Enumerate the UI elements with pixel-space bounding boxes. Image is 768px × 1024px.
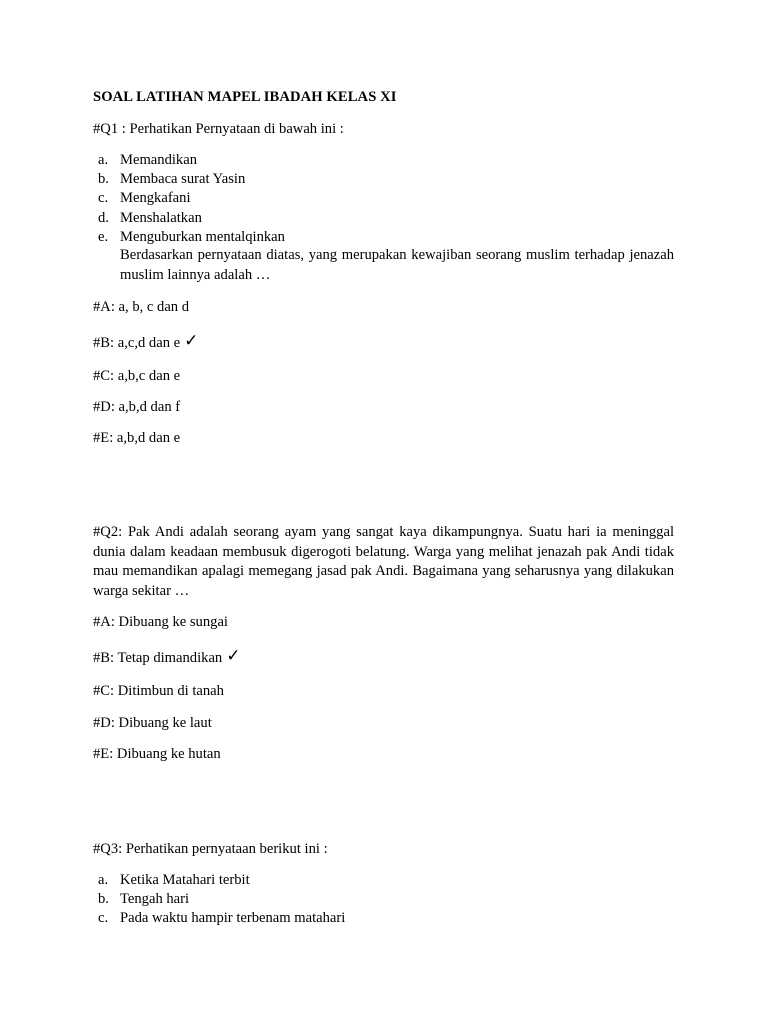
check-mark-icon: ✓ bbox=[184, 331, 199, 351]
list-item bbox=[93, 228, 285, 247]
list-item bbox=[93, 209, 285, 228]
list-item bbox=[93, 170, 285, 189]
list-marker: b. bbox=[98, 891, 109, 908]
list-marker: a. bbox=[98, 872, 109, 888]
q2-option-b bbox=[93, 648, 240, 668]
statement-text: Pada waktu hampir terbenam matahari bbox=[120, 910, 346, 927]
q2-prompt: #Q2: Pak Andi adalah seorang ayam yang sangat kaya dikampungnya. Suatu hari ia meninggal dunia dalam keadaan membusuk digerogoti belatung. Warga yang melihat jenazah pak Andi tidak mau memandikan apalagi memegang jasad pak Andi. Bagaimana yang seharusnya yang dilakukan warga sekitar … bbox=[93, 524, 674, 599]
option-label: #A: Dibuang ke sungai bbox=[93, 614, 228, 630]
statement-text: Mengkafani bbox=[120, 190, 191, 207]
list-item bbox=[93, 871, 345, 890]
q1-statement-list bbox=[93, 151, 285, 247]
option-label: #D: Dibuang ke laut bbox=[93, 715, 212, 731]
list-item bbox=[93, 890, 345, 909]
option-label: #E: Dibuang ke hutan bbox=[93, 746, 221, 762]
list-marker: c. bbox=[98, 190, 109, 207]
q2-option-d bbox=[93, 714, 212, 733]
list-marker: a. bbox=[98, 152, 109, 168]
list-marker: e. bbox=[98, 228, 109, 245]
q1-stem: Berdasarkan pernyataan diatas, yang merupakan kewajiban seorang muslim terhadap jenazah muslim lainnya adalah … bbox=[120, 247, 674, 283]
check-mark-icon: ✓ bbox=[226, 646, 241, 666]
statement-text: Menshalatkan bbox=[120, 209, 202, 226]
document-title: SOAL LATIHAN MAPEL IBADAH KELAS XI bbox=[93, 89, 397, 105]
q1-option-c bbox=[93, 367, 180, 386]
q2-option-a bbox=[93, 613, 228, 632]
option-label: #E: a,b,d dan e bbox=[93, 430, 181, 446]
q1-option-b bbox=[93, 333, 198, 353]
q2-option-e bbox=[93, 745, 221, 764]
list-item bbox=[93, 189, 285, 208]
q1-option-e bbox=[93, 429, 180, 448]
list-item bbox=[93, 151, 285, 170]
list-marker: c. bbox=[98, 910, 109, 927]
statement-text: Menguburkan mentalqinkan bbox=[120, 228, 285, 245]
option-label: #B: a,c,d dan e bbox=[93, 335, 181, 351]
statement-text: Ketika Matahari terbit bbox=[120, 872, 250, 888]
q2-option-c bbox=[93, 682, 224, 701]
q1-option-a bbox=[93, 298, 189, 317]
option-label: #C: a,b,c dan e bbox=[93, 368, 181, 384]
list-marker: b. bbox=[98, 171, 109, 188]
q1-option-d bbox=[93, 398, 180, 417]
option-label: #C: Ditimbun di tanah bbox=[93, 683, 224, 699]
q3-statement-list bbox=[93, 871, 345, 929]
option-label: #A: a, b, c dan d bbox=[93, 299, 190, 315]
statement-text: Memandikan bbox=[120, 152, 198, 168]
q3-prompt: #Q3: Perhatikan pernyataan berikut ini : bbox=[93, 841, 328, 857]
list-item bbox=[93, 909, 345, 928]
option-label: #D: a,b,d dan f bbox=[93, 399, 181, 415]
list-marker: d. bbox=[98, 209, 109, 226]
q1-prompt: #Q1 : Perhatikan Pernyataan di bawah ini : bbox=[93, 121, 344, 137]
option-label: #B: Tetap dimandikan bbox=[93, 650, 223, 666]
statement-text: Tengah hari bbox=[120, 891, 190, 908]
statement-text: Membaca surat Yasin bbox=[120, 171, 246, 188]
